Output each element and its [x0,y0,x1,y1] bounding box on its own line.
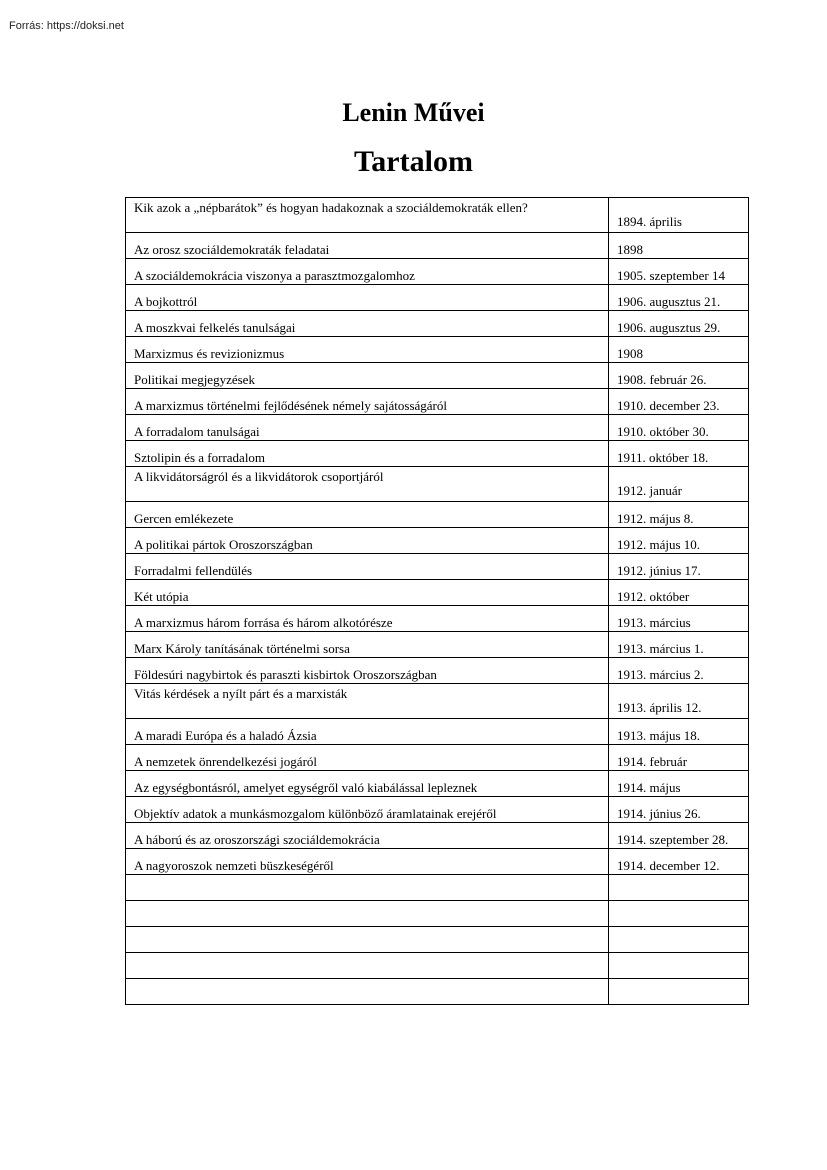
work-date: 1906. augusztus 21. [609,285,749,311]
table-row [126,875,749,901]
table-row [126,467,749,502]
table-row [126,285,749,311]
work-title [126,927,609,953]
work-date [609,979,749,1005]
work-title [126,875,609,901]
table-row [126,979,749,1005]
work-title: A likvidátorságról és a likvidátorok csoportjáról [126,467,609,502]
work-date: 1914. június 26. [609,797,749,823]
work-title: Az orosz szociáldemokraták feladatai [126,233,609,259]
work-title: Kik azok a „népbarátok” és hogyan hadakoznak a szociáldemokraták ellen? [126,198,609,233]
work-title: A nagyoroszok nemzeti büszkeségéről [126,849,609,875]
work-title: Két utópia [126,580,609,606]
work-date: 1910. december 23. [609,389,749,415]
table-row [126,337,749,363]
work-title: A marxizmus történelmi fejlődésének némely sajátosságáról [126,389,609,415]
table-row [126,389,749,415]
work-title: A moszkvai felkelés tanulságai [126,311,609,337]
work-title: Az egységbontásról, amelyet egységről való kiabálással lepleznek [126,771,609,797]
work-date: 1894. április [609,198,749,233]
work-title: Marx Károly tanításának történelmi sorsa [126,632,609,658]
table-row [126,441,749,467]
table-row [126,797,749,823]
work-date: 1913. március 2. [609,658,749,684]
table-row [126,658,749,684]
work-date: 1914. december 12. [609,849,749,875]
work-date: 1914. február [609,745,749,771]
work-date: 1912. október [609,580,749,606]
table-row [126,684,749,719]
work-date [609,927,749,953]
table-row [126,849,749,875]
work-date: 1912. május 8. [609,502,749,528]
work-title: A bojkottról [126,285,609,311]
work-date: 1913. május 18. [609,719,749,745]
work-date: 1912. június 17. [609,554,749,580]
table-row [126,901,749,927]
work-title: Forradalmi fellendülés [126,554,609,580]
work-date: 1911. október 18. [609,441,749,467]
work-date [609,901,749,927]
work-title [126,979,609,1005]
work-date: 1913. március 1. [609,632,749,658]
document-subtitle: Tartalom [354,145,473,178]
table-row [126,606,749,632]
table-row [126,311,749,337]
work-date [609,875,749,901]
table-row [126,233,749,259]
table-row [126,719,749,745]
work-title: A szociáldemokrácia viszonya a parasztmozgalomhoz [126,259,609,285]
work-title: A politikai pártok Oroszországban [126,528,609,554]
table-row [126,502,749,528]
work-date: 1910. október 30. [609,415,749,441]
table-row [126,745,749,771]
work-date: 1912. május 10. [609,528,749,554]
work-title: A maradi Európa és a haladó Ázsia [126,719,609,745]
table-row [126,198,749,233]
document-title: Lenin Művei [342,98,485,127]
table-row [126,927,749,953]
table-row [126,771,749,797]
work-title: A háború és az oroszországi szociáldemokrácia [126,823,609,849]
work-date: 1914. május [609,771,749,797]
table-row [126,953,749,979]
work-title [126,953,609,979]
table-row [126,363,749,389]
work-date: 1906. augusztus 29. [609,311,749,337]
work-date: 1914. szeptember 28. [609,823,749,849]
table-row [126,528,749,554]
work-title: Gercen emlékezete [126,502,609,528]
work-title: Objektív adatok a munkásmozgalom különböző áramlatainak erejéről [126,797,609,823]
table-row [126,554,749,580]
work-date: 1905. szeptember 14 [609,259,749,285]
work-title: A marxizmus három forrása és három alkotórésze [126,606,609,632]
work-date [609,953,749,979]
work-title: Vitás kérdések a nyílt párt és a marxisták [126,684,609,719]
work-date: 1898 [609,233,749,259]
table-row [126,632,749,658]
work-title: Sztolipin és a forradalom [126,441,609,467]
work-date: 1908. február 26. [609,363,749,389]
table-row [126,823,749,849]
work-date: 1913. április 12. [609,684,749,719]
work-date: 1913. március [609,606,749,632]
contents-table [125,197,749,1005]
work-title: Politikai megjegyzések [126,363,609,389]
work-date: 1912. január [609,467,749,502]
table-row [126,259,749,285]
table-row [126,415,749,441]
work-title: A nemzetek önrendelkezési jogáról [126,745,609,771]
work-title: Marxizmus és revizionizmus [126,337,609,363]
source-attribution: Forrás: https://doksi.net [9,20,124,32]
work-title: A forradalom tanulságai [126,415,609,441]
work-title [126,901,609,927]
work-title: Földesúri nagybirtok és paraszti kisbirtok Oroszországban [126,658,609,684]
table-row [126,580,749,606]
work-date: 1908 [609,337,749,363]
